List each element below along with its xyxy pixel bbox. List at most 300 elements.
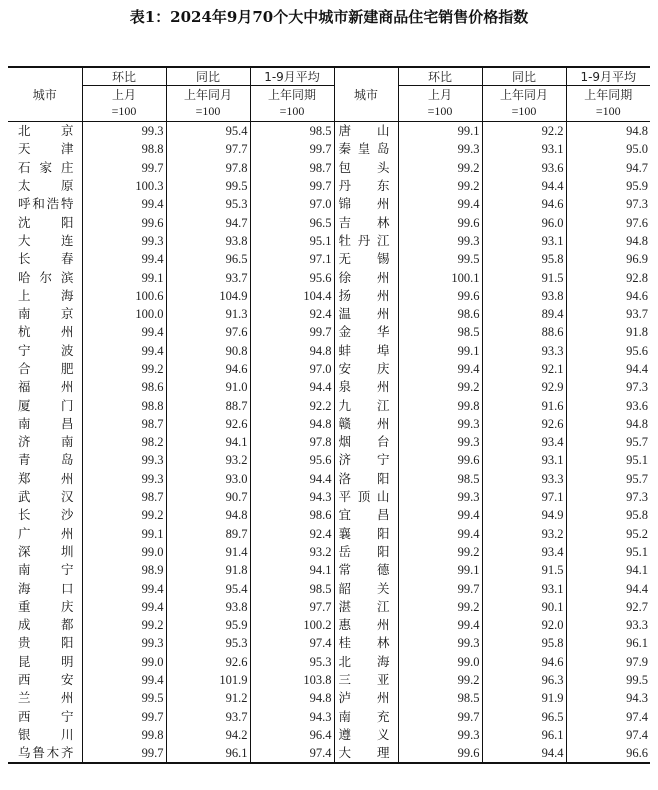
cell-yoy-left: 95.4 xyxy=(166,579,250,597)
base-label: =100 xyxy=(279,104,305,118)
cell-ytd-left: 97.4 xyxy=(250,744,334,763)
cell-city-right: 泉州 xyxy=(334,378,398,396)
cell-city-right: 金华 xyxy=(334,323,398,341)
cell-mom-right: 99.4 xyxy=(398,506,482,524)
table-row xyxy=(8,708,650,726)
cell-ytd-left: 94.3 xyxy=(250,488,334,506)
cell-ytd-right: 95.1 xyxy=(626,453,648,468)
cell-yoy-left: 91.0 xyxy=(166,378,250,396)
cell-city-left: 南京 xyxy=(8,305,82,323)
header-yoy-right: 同比 xyxy=(482,67,566,86)
cell-ytd-left: 94.4 xyxy=(250,470,334,488)
cell-city-left: 杭州 xyxy=(8,323,82,341)
cell-ytd-right: 97.3 xyxy=(626,490,648,505)
cell-mom-left: 98.2 xyxy=(82,433,166,451)
cell-ytd-left: 99.7 xyxy=(250,323,334,341)
subheader-yoy-left xyxy=(166,86,250,122)
cell-yoy-right: 93.1 xyxy=(482,232,566,250)
cell-ytd-right: 95.7 xyxy=(626,471,648,486)
cell-mom-left: 99.3 xyxy=(82,470,166,488)
cell-yoy-right: 89.4 xyxy=(482,305,566,323)
cell-mom-right: 99.1 xyxy=(398,342,482,360)
cell-city-right: 温州 xyxy=(334,305,398,323)
subheader-label: 上年同期 xyxy=(584,88,633,102)
cell-mom-right: 99.4 xyxy=(398,616,482,634)
cell-yoy-right: 93.1 xyxy=(482,140,566,158)
cell-city-right: 三亚 xyxy=(334,671,398,689)
cell-ytd-left: 94.8 xyxy=(250,342,334,360)
table-row xyxy=(8,561,650,579)
cell-ytd-left: 94.8 xyxy=(250,415,334,433)
cell-mom-left: 99.7 xyxy=(82,744,166,763)
cell-ytd-right: 94.1 xyxy=(626,563,648,578)
cell-ytd-left: 98.6 xyxy=(250,506,334,524)
table-row xyxy=(8,579,650,597)
cell-mom-right: 99.2 xyxy=(398,671,482,689)
cell-ytd-right: 92.7 xyxy=(626,599,648,614)
cell-mom-right: 99.5 xyxy=(398,250,482,268)
header-city-left: 城市 xyxy=(8,67,82,122)
cell-ytd-right: 95.7 xyxy=(626,435,648,450)
cell-yoy-left: 97.6 xyxy=(166,323,250,341)
table-row xyxy=(8,232,650,250)
cell-ytd-left: 95.3 xyxy=(250,653,334,671)
table-row xyxy=(8,506,650,524)
cell-yoy-right: 91.9 xyxy=(482,689,566,707)
cell-ytd-left: 93.2 xyxy=(250,543,334,561)
cell-ytd-right: 93.6 xyxy=(626,398,648,413)
cell-mom-left: 99.8 xyxy=(82,726,166,744)
cell-city-left: 济南 xyxy=(8,433,82,451)
cell-mom-right: 99.3 xyxy=(398,140,482,158)
cell-ytd-left: 99.7 xyxy=(250,177,334,195)
cell-mom-right: 98.5 xyxy=(398,470,482,488)
cell-mom-right: 99.6 xyxy=(398,213,482,231)
cell-city-left: 成都 xyxy=(8,616,82,634)
cell-yoy-left: 89.7 xyxy=(166,525,250,543)
table-row xyxy=(8,122,650,141)
cell-yoy-left: 94.8 xyxy=(166,506,250,524)
table-body xyxy=(8,122,650,764)
cell-yoy-right: 96.5 xyxy=(482,708,566,726)
cell-yoy-left: 94.7 xyxy=(166,213,250,231)
cell-yoy-right: 97.1 xyxy=(482,488,566,506)
cell-mom-left: 99.4 xyxy=(82,342,166,360)
cell-city-left: 大连 xyxy=(8,232,82,250)
table-row xyxy=(8,598,650,616)
cell-ytd-left: 94.3 xyxy=(250,708,334,726)
cell-mom-right: 98.6 xyxy=(398,305,482,323)
cell-mom-left: 99.1 xyxy=(82,525,166,543)
table-row xyxy=(8,744,650,763)
cell-yoy-left: 95.9 xyxy=(166,616,250,634)
cell-mom-left: 99.4 xyxy=(82,671,166,689)
cell-ytd-left: 99.7 xyxy=(250,140,334,158)
cell-ytd-left: 94.4 xyxy=(250,378,334,396)
cell-mom-left: 99.0 xyxy=(82,653,166,671)
cell-mom-right: 99.3 xyxy=(398,415,482,433)
cell-city-right: 宜昌 xyxy=(334,506,398,524)
cell-ytd-right: 92.8 xyxy=(626,270,648,285)
cell-yoy-left: 96.1 xyxy=(166,744,250,763)
cell-ytd-left: 94.8 xyxy=(250,689,334,707)
cell-city-right: 北海 xyxy=(334,653,398,671)
cell-city-left: 西安 xyxy=(8,671,82,689)
cell-yoy-left: 96.5 xyxy=(166,250,250,268)
cell-yoy-left: 95.3 xyxy=(166,195,250,213)
cell-yoy-right: 94.4 xyxy=(482,744,566,763)
table-row xyxy=(8,159,650,177)
cell-yoy-left: 90.8 xyxy=(166,342,250,360)
cell-mom-left: 99.0 xyxy=(82,543,166,561)
cell-mom-left: 99.3 xyxy=(82,232,166,250)
cell-mom-right: 99.1 xyxy=(398,561,482,579)
table-row xyxy=(8,378,650,396)
cell-mom-right: 99.8 xyxy=(398,396,482,414)
cell-ytd-right: 95.9 xyxy=(626,179,648,194)
cell-ytd-right: 94.4 xyxy=(626,362,648,376)
cell-ytd-right: 95.1 xyxy=(626,544,648,559)
cell-ytd-right: 96.9 xyxy=(626,252,648,267)
cell-city-left: 郑州 xyxy=(8,470,82,488)
cell-yoy-right: 96.0 xyxy=(482,213,566,231)
cell-ytd-left: 96.5 xyxy=(250,213,334,231)
cell-city-left: 南昌 xyxy=(8,415,82,433)
subheader-label: 上年同期 xyxy=(267,88,316,102)
subheader-label: 上月 xyxy=(111,88,136,102)
header-city-right: 城市 xyxy=(334,67,398,122)
table-row xyxy=(8,305,650,323)
cell-city-right: 秦皇岛 xyxy=(334,140,398,158)
cell-ytd-right: 97.3 xyxy=(626,197,648,212)
cell-city-right: 韶关 xyxy=(334,579,398,597)
header-ytd-left: 1-9月平均 xyxy=(250,67,334,86)
cell-mom-left: 99.5 xyxy=(82,689,166,707)
cell-yoy-left: 90.7 xyxy=(166,488,250,506)
cell-yoy-left: 95.3 xyxy=(166,634,250,652)
cell-mom-right: 99.2 xyxy=(398,177,482,195)
cell-yoy-left: 101.9 xyxy=(166,671,250,689)
cell-yoy-left: 88.7 xyxy=(166,396,250,414)
cell-ytd-right: 93.7 xyxy=(626,307,648,322)
cell-city-left: 石家庄 xyxy=(8,159,82,177)
cell-mom-left: 99.4 xyxy=(82,195,166,213)
subheader-label: 上年同月 xyxy=(183,88,232,102)
cell-yoy-left: 92.6 xyxy=(166,415,250,433)
cell-yoy-left: 91.3 xyxy=(166,305,250,323)
table-row xyxy=(8,543,650,561)
cell-yoy-left: 93.7 xyxy=(166,268,250,286)
cell-ytd-right: 94.6 xyxy=(626,288,648,303)
cell-city-right: 牡丹江 xyxy=(334,232,398,250)
cell-ytd-left: 97.1 xyxy=(250,250,334,268)
cell-yoy-left: 97.7 xyxy=(166,140,250,158)
subheader-yoy-right xyxy=(482,86,566,122)
cell-city-right: 南充 xyxy=(334,708,398,726)
cell-yoy-right: 93.4 xyxy=(482,543,566,561)
table-row xyxy=(8,250,650,268)
table-row xyxy=(8,433,650,451)
cell-yoy-left: 104.9 xyxy=(166,287,250,305)
cell-mom-right: 99.3 xyxy=(398,726,482,744)
cell-city-right: 无锡 xyxy=(334,250,398,268)
subheader-label: 上年同月 xyxy=(499,88,548,102)
cell-yoy-right: 93.3 xyxy=(482,470,566,488)
table-row xyxy=(8,634,650,652)
subheader-mom-left xyxy=(82,86,166,122)
cell-yoy-right: 94.9 xyxy=(482,506,566,524)
cell-yoy-right: 91.6 xyxy=(482,396,566,414)
cell-ytd-left: 97.8 xyxy=(250,433,334,451)
cell-mom-left: 99.6 xyxy=(82,213,166,231)
cell-ytd-right: 96.6 xyxy=(626,746,648,761)
cell-mom-left: 99.7 xyxy=(82,708,166,726)
cell-ytd-left: 97.7 xyxy=(250,598,334,616)
cell-yoy-left: 94.6 xyxy=(166,360,250,378)
cell-mom-right: 99.4 xyxy=(398,525,482,543)
cell-city-left: 上海 xyxy=(8,287,82,305)
cell-ytd-left: 96.4 xyxy=(250,726,334,744)
cell-city-right: 大理 xyxy=(334,744,398,763)
cell-yoy-right: 93.8 xyxy=(482,287,566,305)
table-row xyxy=(8,360,650,378)
table-row xyxy=(8,342,650,360)
cell-mom-right: 99.2 xyxy=(398,598,482,616)
cell-ytd-left: 92.4 xyxy=(250,525,334,543)
cell-mom-left: 99.4 xyxy=(82,598,166,616)
cell-mom-left: 99.4 xyxy=(82,579,166,597)
cell-city-right: 唐山 xyxy=(334,122,398,141)
cell-ytd-right: 97.9 xyxy=(626,654,648,669)
cell-ytd-right: 97.3 xyxy=(626,380,648,395)
cell-yoy-right: 94.6 xyxy=(482,653,566,671)
cell-yoy-left: 97.8 xyxy=(166,159,250,177)
cell-ytd-left: 104.4 xyxy=(250,287,334,305)
table-row xyxy=(8,140,650,158)
cell-yoy-left: 95.4 xyxy=(166,122,250,141)
cell-yoy-left: 93.8 xyxy=(166,598,250,616)
table-row xyxy=(8,213,650,231)
cell-city-left: 合肥 xyxy=(8,360,82,378)
table-row xyxy=(8,415,650,433)
cell-city-right: 徐州 xyxy=(334,268,398,286)
cell-ytd-left: 97.0 xyxy=(250,195,334,213)
table-row xyxy=(8,653,650,671)
cell-city-left: 长春 xyxy=(8,250,82,268)
cell-yoy-left: 91.8 xyxy=(166,561,250,579)
cell-mom-left: 98.7 xyxy=(82,488,166,506)
cell-mom-left: 98.6 xyxy=(82,378,166,396)
cell-ytd-right: 96.1 xyxy=(626,636,648,651)
cell-yoy-right: 93.1 xyxy=(482,451,566,469)
cell-yoy-left: 94.2 xyxy=(166,726,250,744)
cell-ytd-right: 93.3 xyxy=(626,618,648,633)
cell-mom-left: 100.3 xyxy=(82,177,166,195)
cell-mom-left: 100.0 xyxy=(82,305,166,323)
cell-city-right: 安庆 xyxy=(334,360,398,378)
cell-yoy-left: 91.4 xyxy=(166,543,250,561)
cell-ytd-right: 94.8 xyxy=(626,233,648,248)
cell-mom-right: 99.3 xyxy=(398,488,482,506)
cell-city-right: 襄阳 xyxy=(334,525,398,543)
cell-ytd-right: 94.4 xyxy=(626,581,648,596)
table-row xyxy=(8,177,650,195)
cell-city-left: 青岛 xyxy=(8,451,82,469)
cell-city-right: 丹东 xyxy=(334,177,398,195)
cell-yoy-left: 99.5 xyxy=(166,177,250,195)
cell-city-left: 贵阳 xyxy=(8,634,82,652)
subheader-label: 上月 xyxy=(427,88,452,102)
cell-yoy-right: 93.4 xyxy=(482,433,566,451)
cell-ytd-right: 95.0 xyxy=(626,142,648,157)
cell-mom-left: 99.4 xyxy=(82,323,166,341)
cell-yoy-right: 92.6 xyxy=(482,415,566,433)
cell-yoy-left: 92.6 xyxy=(166,653,250,671)
cell-ytd-left: 97.4 xyxy=(250,634,334,652)
cell-city-left: 宁波 xyxy=(8,342,82,360)
cell-ytd-right: 95.8 xyxy=(626,508,648,523)
cell-yoy-right: 92.0 xyxy=(482,616,566,634)
cell-city-left: 天津 xyxy=(8,140,82,158)
cell-city-right: 湛江 xyxy=(334,598,398,616)
cell-ytd-left: 95.1 xyxy=(250,232,334,250)
cell-city-right: 烟台 xyxy=(334,433,398,451)
cell-ytd-right: 97.6 xyxy=(626,215,648,230)
cell-yoy-left: 93.0 xyxy=(166,470,250,488)
cell-mom-left: 99.3 xyxy=(82,122,166,141)
cell-yoy-left: 94.1 xyxy=(166,433,250,451)
cell-city-left: 乌鲁木齐 xyxy=(8,744,82,763)
cell-city-left: 银川 xyxy=(8,726,82,744)
cell-ytd-right: 95.2 xyxy=(626,526,648,541)
cell-mom-left: 99.1 xyxy=(82,268,166,286)
table-title: 表1：2024年9月70个大中城市新建商品住宅销售价格指数 xyxy=(129,8,529,26)
cell-yoy-right: 95.8 xyxy=(482,250,566,268)
table-row xyxy=(8,689,650,707)
table-row xyxy=(8,323,650,341)
cell-city-left: 太原 xyxy=(8,177,82,195)
cell-yoy-right: 94.6 xyxy=(482,195,566,213)
cell-yoy-right: 91.5 xyxy=(482,268,566,286)
cell-mom-left: 99.3 xyxy=(82,634,166,652)
cell-city-right: 泸州 xyxy=(334,689,398,707)
cell-ytd-left: 92.4 xyxy=(250,305,334,323)
base-label: =100 xyxy=(511,104,537,118)
cell-yoy-right: 95.8 xyxy=(482,634,566,652)
cell-yoy-right: 92.9 xyxy=(482,378,566,396)
cell-mom-right: 99.4 xyxy=(398,360,482,378)
cell-mom-left: 99.2 xyxy=(82,616,166,634)
cell-ytd-right: 94.8 xyxy=(626,416,648,431)
cell-yoy-right: 96.3 xyxy=(482,671,566,689)
cell-mom-right: 99.2 xyxy=(398,378,482,396)
table-row xyxy=(8,616,650,634)
cell-yoy-right: 93.1 xyxy=(482,579,566,597)
cell-yoy-left: 93.2 xyxy=(166,451,250,469)
cell-mom-right: 99.1 xyxy=(398,122,482,141)
cell-mom-right: 99.4 xyxy=(398,195,482,213)
cell-city-left: 哈尔滨 xyxy=(8,268,82,286)
cell-mom-left: 98.9 xyxy=(82,561,166,579)
cell-city-right: 桂林 xyxy=(334,634,398,652)
cell-yoy-right: 88.6 xyxy=(482,323,566,341)
cell-city-right: 赣州 xyxy=(334,415,398,433)
cell-ytd-left: 94.1 xyxy=(250,561,334,579)
cell-city-right: 常德 xyxy=(334,561,398,579)
table-row xyxy=(8,195,650,213)
cell-ytd-left: 98.5 xyxy=(250,579,334,597)
cell-city-right: 岳阳 xyxy=(334,543,398,561)
cell-yoy-right: 92.2 xyxy=(482,122,566,141)
cell-mom-left: 99.2 xyxy=(82,360,166,378)
cell-ytd-left: 97.0 xyxy=(250,360,334,378)
cell-city-left: 武汉 xyxy=(8,488,82,506)
cell-mom-right: 100.1 xyxy=(398,268,482,286)
cell-ytd-left: 95.6 xyxy=(250,451,334,469)
cell-yoy-right: 91.5 xyxy=(482,561,566,579)
cell-city-right: 吉林 xyxy=(334,213,398,231)
cell-city-left: 西宁 xyxy=(8,708,82,726)
cell-yoy-right: 96.1 xyxy=(482,726,566,744)
cell-mom-right: 99.6 xyxy=(398,451,482,469)
cell-ytd-right: 99.5 xyxy=(626,673,648,688)
cell-city-right: 遵义 xyxy=(334,726,398,744)
cell-yoy-right: 93.3 xyxy=(482,342,566,360)
cell-mom-left: 98.8 xyxy=(82,396,166,414)
cell-ytd-right: 94.7 xyxy=(626,160,648,175)
cell-mom-right: 99.7 xyxy=(398,579,482,597)
cell-mom-left: 99.4 xyxy=(82,250,166,268)
cell-city-left: 北京 xyxy=(8,122,82,141)
cell-mom-right: 99.2 xyxy=(398,543,482,561)
cell-yoy-right: 94.4 xyxy=(482,177,566,195)
cell-mom-right: 99.0 xyxy=(398,653,482,671)
cell-ytd-right: 95.6 xyxy=(626,343,648,358)
cell-mom-right: 98.5 xyxy=(398,689,482,707)
cell-city-left: 长沙 xyxy=(8,506,82,524)
cell-city-left: 福州 xyxy=(8,378,82,396)
cell-yoy-right: 93.6 xyxy=(482,159,566,177)
cell-city-right: 洛阳 xyxy=(334,470,398,488)
cell-city-left: 厦门 xyxy=(8,396,82,414)
cell-ytd-right: 94.3 xyxy=(626,691,648,706)
cell-yoy-right: 92.1 xyxy=(482,360,566,378)
table-row xyxy=(8,671,650,689)
cell-ytd-left: 98.5 xyxy=(250,122,334,141)
cell-ytd-right: 94.8 xyxy=(626,124,648,139)
base-label: =100 xyxy=(595,104,621,118)
cell-city-right: 九江 xyxy=(334,396,398,414)
cell-ytd-left: 103.8 xyxy=(250,671,334,689)
header-mom-left: 环比 xyxy=(82,67,166,86)
cell-yoy-right: 90.1 xyxy=(482,598,566,616)
cell-mom-right: 99.6 xyxy=(398,744,482,763)
subheader-mom-right xyxy=(398,86,482,122)
cell-city-right: 包头 xyxy=(334,159,398,177)
cell-mom-left: 98.7 xyxy=(82,415,166,433)
table-row xyxy=(8,525,650,543)
table-row xyxy=(8,268,650,286)
table-row xyxy=(8,451,650,469)
cell-yoy-left: 91.2 xyxy=(166,689,250,707)
cell-ytd-right: 91.8 xyxy=(626,325,648,340)
subheader-ytd-left xyxy=(250,86,334,122)
header-mom-right: 环比 xyxy=(398,67,482,86)
cell-city-left: 南宁 xyxy=(8,561,82,579)
cell-ytd-left: 95.6 xyxy=(250,268,334,286)
cell-mom-left: 99.2 xyxy=(82,506,166,524)
cell-city-left: 兰州 xyxy=(8,689,82,707)
